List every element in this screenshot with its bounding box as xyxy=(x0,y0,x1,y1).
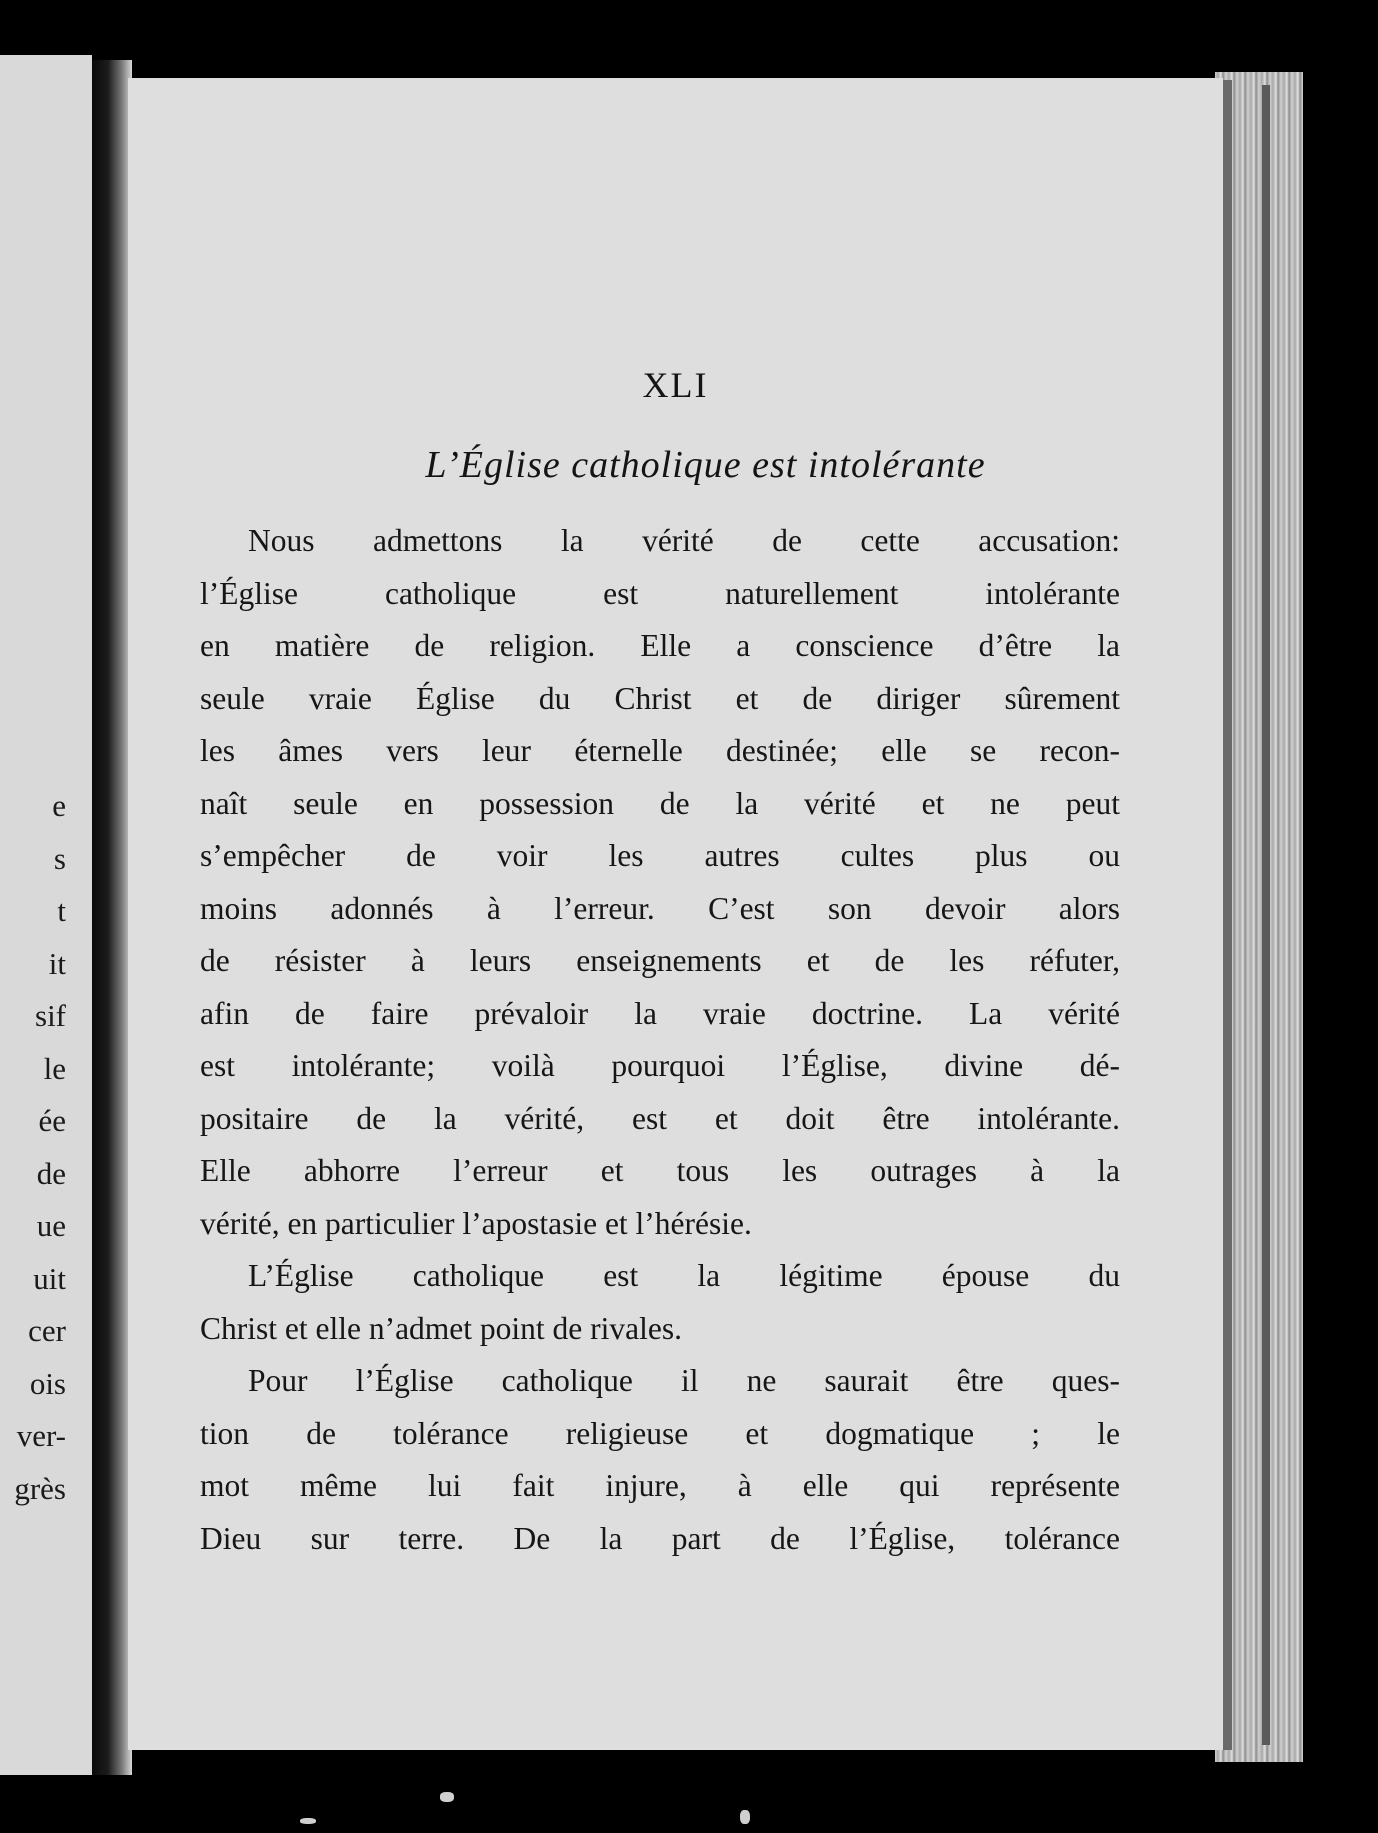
text-line: Nous admettons la vérité de cette accusation: xyxy=(248,523,1120,558)
chapter-title: L’Église catholique est intolérante xyxy=(425,444,986,486)
text-line: Pour l’Église catholique il ne saurait être ques- xyxy=(248,1363,1120,1398)
text-line: seule vraie Église du Christ et de diriger sûrement xyxy=(200,680,1120,716)
scan-speck xyxy=(740,1810,750,1824)
previous-page-fragment: it xyxy=(48,945,66,981)
previous-page-fragment: ver- xyxy=(16,1418,66,1453)
previous-page-fragment: cer xyxy=(28,1313,66,1348)
text-line: l’Église catholique est naturellement intolérante xyxy=(200,575,1120,611)
text-line: Dieu sur terre. De la part de l’Église, tolérance xyxy=(200,1520,1120,1556)
text-line: moins adonnés à l’erreur. C’est son devoir alors xyxy=(200,890,1120,926)
book-page xyxy=(128,78,1223,1750)
text-line: vérité, en particulier l’apostasie et l’hérésie. xyxy=(200,1205,752,1241)
text-line: tion de tolérance religieuse et dogmatique ; le xyxy=(200,1415,1120,1451)
text-line: naît seule en possession de la vérité et ne peut xyxy=(200,785,1120,821)
book-gutter xyxy=(92,60,132,1775)
text-line: L’Église catholique est la légitime épouse du xyxy=(248,1258,1120,1293)
text-line: de résister à leurs enseignements et de les réfuter, xyxy=(200,943,1120,978)
previous-page-fragment: ue xyxy=(36,1208,66,1243)
text-line: est intolérante; voilà pourquoi l’Église, divine dé- xyxy=(200,1048,1120,1083)
text-line: s’empêcher de voir les autres cultes plus ou xyxy=(200,838,1120,873)
previous-page-fragment: e xyxy=(52,788,66,823)
previous-page-fragment: uit xyxy=(33,1260,66,1296)
previous-page-fragment: le xyxy=(43,1050,66,1086)
text-line: en matière de religion. Elle a conscience d’être la xyxy=(200,628,1120,663)
previous-page-fragment: s xyxy=(53,840,66,876)
previous-page-fragment: sif xyxy=(35,998,66,1033)
text-line: les âmes vers leur éternelle destinée; elle se recon- xyxy=(200,733,1120,768)
scan-speck xyxy=(300,1818,316,1824)
text-line: Christ et elle n’admet point de rivales. xyxy=(200,1310,682,1346)
text-line: positaire de la vérité, est et doit être intolérante. xyxy=(200,1100,1120,1136)
text-line: afin de faire prévaloir la vraie doctrine. La vérité xyxy=(200,995,1120,1031)
scan-speck xyxy=(440,1792,454,1802)
text-line: mot même lui fait injure, à elle qui représente xyxy=(200,1468,1120,1503)
previous-page-fragment: ois xyxy=(29,1365,66,1401)
previous-page-fragment: grès xyxy=(14,1470,66,1506)
previous-page-fragment: t xyxy=(57,893,66,928)
previous-page-strip xyxy=(0,55,92,1775)
previous-page-fragment: ée xyxy=(38,1103,66,1138)
chapter-number: XLI xyxy=(642,365,709,405)
body-text xyxy=(200,515,1120,1565)
previous-page-fragment: de xyxy=(36,1155,66,1191)
text-line: Elle abhorre l’erreur et tous les outrages à la xyxy=(200,1153,1120,1188)
page-edge-shadow xyxy=(1262,85,1270,1745)
page-edge-shadow xyxy=(1222,80,1232,1750)
